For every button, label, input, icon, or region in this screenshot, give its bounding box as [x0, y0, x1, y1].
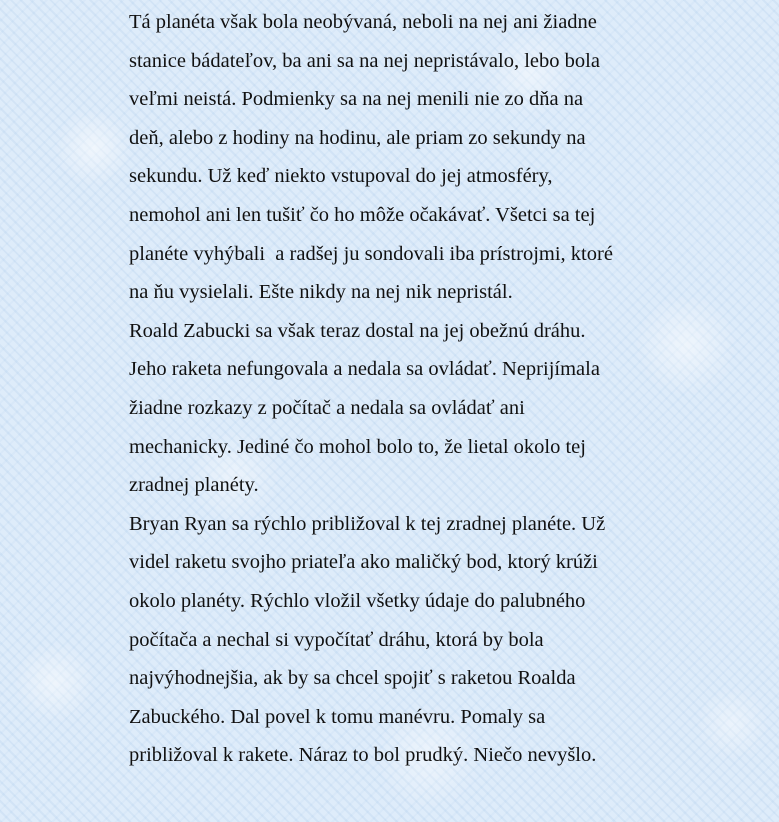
paragraph-1: [129, 3, 689, 312]
text-line: žiadne rozkazy z počítač a nedala sa ovládať ani: [129, 396, 525, 419]
text-line: Roald Zabucki sa však teraz dostal na jej obežnú dráhu.: [129, 319, 586, 342]
text-line: deň, alebo z hodiny na hodinu, ale priam zo sekundy na: [129, 126, 586, 149]
text-line: planéte vyhýbali a radšej ju sondovali iba prístrojmi, ktoré: [129, 242, 613, 265]
paragraph-3: [129, 505, 689, 775]
text-line: Bryan Ryan sa rýchlo približoval k tej zradnej planéte. Už: [129, 512, 606, 535]
text-line: Zabuckého. Dal povel k tomu manévru. Pomaly sa: [129, 705, 546, 728]
text-line: Tá planéta však bola neobývaná, neboli na nej ani žiadne: [129, 11, 597, 33]
text-line: nemohol ani len tušiť čo ho môže očakávať. Všetci sa tej: [129, 203, 596, 226]
text-line: približoval k rakete. Náraz to bol prudký. Niečo nevyšlo.: [129, 744, 597, 767]
text-line: sekundu. Už keď niekto vstupoval do jej atmosféry,: [129, 165, 553, 188]
text-line: veľmi neistá. Podmienky sa na nej menili nie zo dňa na: [129, 88, 584, 111]
paragraph-2: [129, 312, 689, 505]
text-line: okolo planéty. Rýchlo vložil všetky údaje do palubného: [129, 589, 586, 612]
text-line: počítača a nechal si vypočítať dráhu, ktorá by bola: [129, 628, 544, 651]
text-line: zradnej planéty.: [129, 474, 259, 497]
text-line: videl raketu svojho priateľa ako maličký bod, ktorý krúži: [129, 551, 598, 574]
text-line: mechanicky. Jediné čo mohol bolo to, že lietal okolo tej: [129, 435, 586, 458]
text-line: stanice bádateľov, ba ani sa na nej nepristávalo, lebo bola: [129, 49, 600, 72]
text-line: najvýhodnejšia, ak by sa chcel spojiť s raketou Roalda: [129, 667, 576, 690]
story-text: [129, 3, 689, 775]
text-line: na ňu vysielali. Ešte nikdy na nej nik nepristál.: [129, 281, 513, 304]
text-line: Jeho raketa nefungovala a nedala sa ovládať. Neprijímala: [129, 358, 600, 381]
